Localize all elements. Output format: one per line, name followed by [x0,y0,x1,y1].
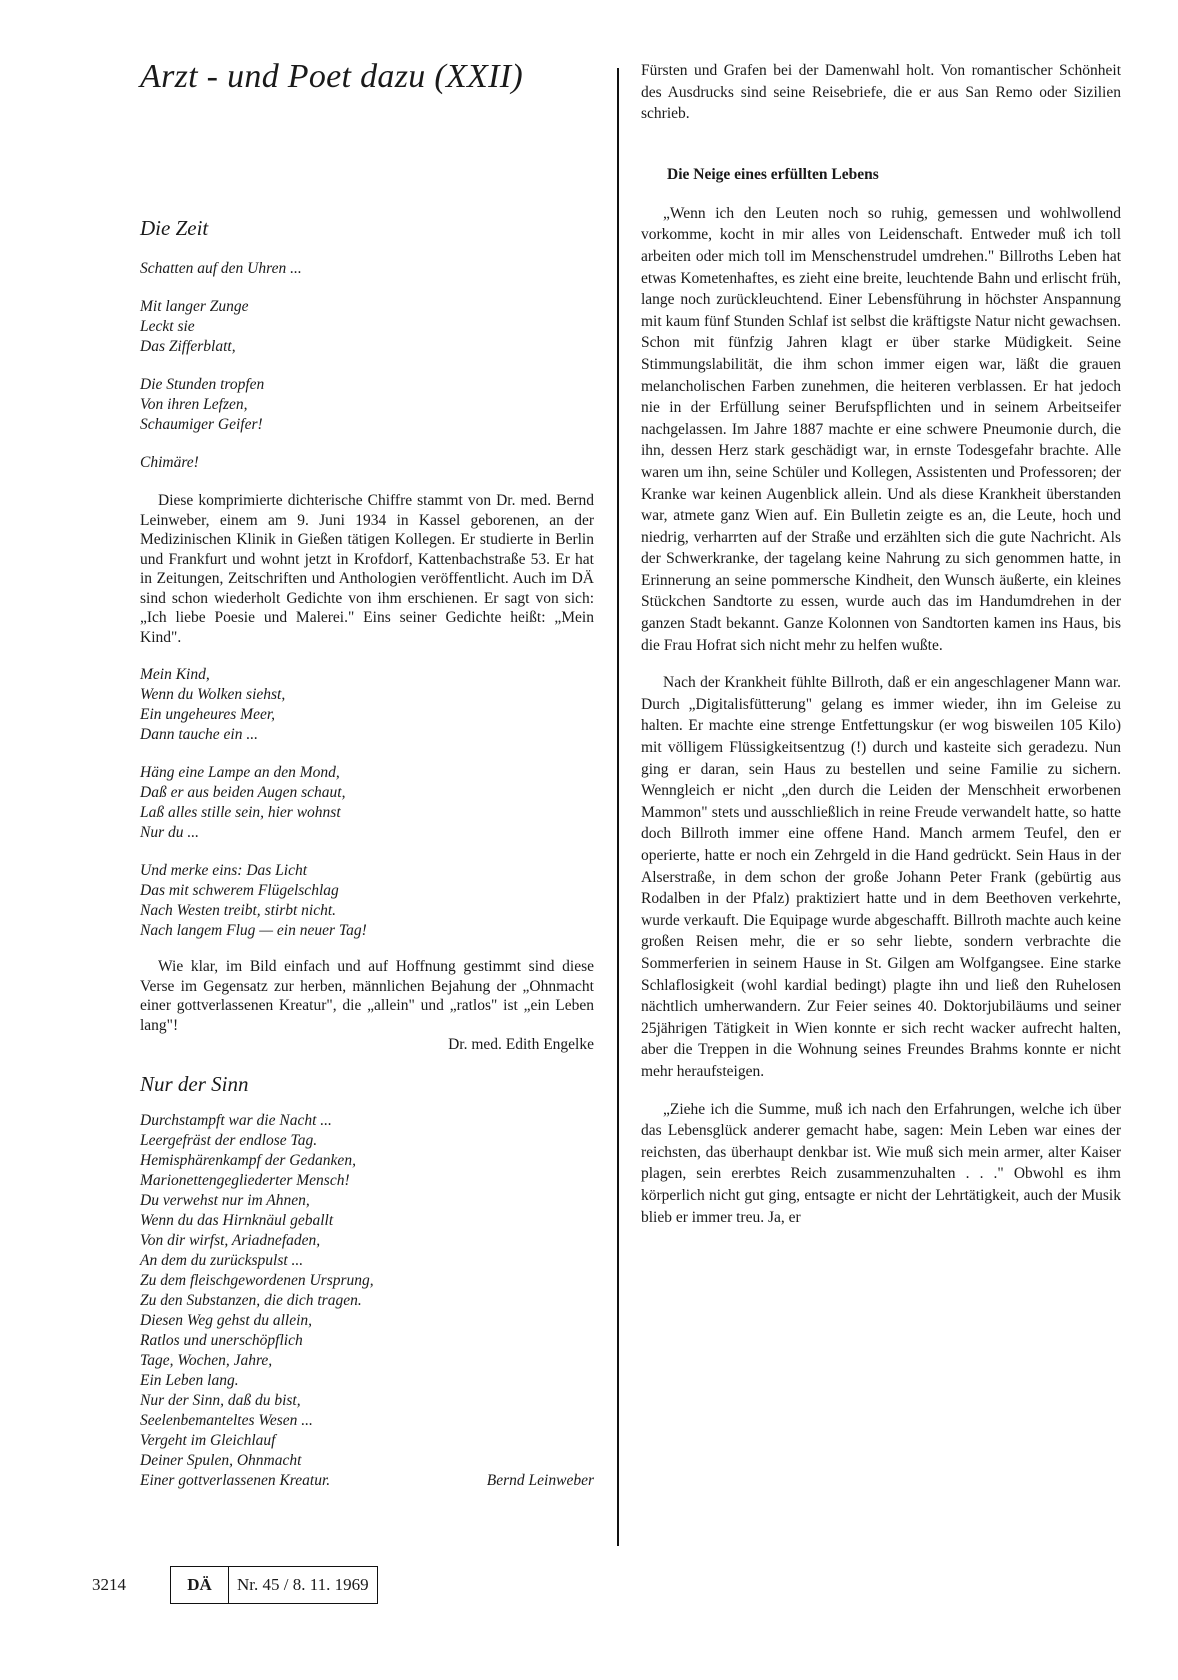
poem-stanza: Chimäre! [140,454,199,471]
body-paragraph: „Wenn ich den Leuten noch so ruhig, gemessen und wohlwollend vorkomme, kocht in mir alles von Leidenschaft. Entweder muß ich toll arbeiten oder mich toll im Menschenstrudel umdrehen." Billroths Leben hat etwas Kometenhaftes, es zieht eine breite, leuchtende Bahn und erlischt früh, lange noch zurückleuchtend. Einer Lebensführung in höchster Anspannung mit kaum fünf Stunden Schlaf ist selbst die kräftigste Natur nicht gewachsen. Schon mit fünfzig Jahren klagt er über starke Müdigkeit. Seine Stimmungslabilität, die ihm schon immer eigen war, läßt die grauen melancholischen Farben zunehmen, die heiteren verblassen. Er hat jedoch nie in der Erfüllung seiner Berufspflichten und in seinem Arbeitseifer nachgelassen. Im Jahre 1887 machte er eine schwere Pneumonie durch, die ihn, dessen Herz stark geschädigt war, in ernste Todesgefahr brachte. Alle waren um ihn, seine Schüler und Kollegen, Assistenten und Professoren; der Kranke war keinen Augenblick allein. Und als diese Krankheit überstanden war, atmete ganz Wien auf. Ein Bulletin zeigte es an, die Leute, hoch und niedrig, verharrten auf der Straße und erzählten sich die gute Nachricht. Als der Schwerkranke, der tagelang keine Nahrung zu sich genommen hatte, in Erinnerung an seine pommersche Kindheit, den Wunsch äußerte, ein kleines Stückchen Sandtorte zu essen, wurde auch das im Handumdrehen in der ganzen Stadt bekannt. Ganze Kolonnen von Sandtorten kamen ins Haus, bis die Frau Hofrat sich nicht mehr zu helfen wußte. [641,204,1121,654]
poem-last-line-row [140,1471,594,1491]
body-paragraph: „Ziehe ich die Summe, muß ich nach den Erfahrungen, welche ich über das Lebensglück anderer gemacht habe, sagen: Mein Leben war eines der reichsten, das überhaupt denkbar ist. Wie muß sich mein armer, alter Kaiser plagen, sein ererbtes Reich zusammenzuhalten . . ." Obwohl es ihm körperlich nicht gut ging, entsagte er nicht der Lehrtätigkeit, auch der Musik blieb er immer treu. Ja, er [641,1100,1121,1226]
poem-last-line: Einer gottverlassenen Kreatur. [140,1472,331,1489]
right-column [641,60,1121,1228]
poem-stanza: Schatten auf den Uhren ... [140,260,302,277]
poem-title-nur-der-sinn: Nur der Sinn [140,1072,249,1096]
poem-stanza: Häng eine Lampe an den Mond, Daß er aus beiden Augen schaut, Laß alles stille sein, hier wohnst Nur du ... [140,764,346,841]
journal-box [170,1566,378,1604]
page-number: 3214 [92,1575,126,1594]
poem-stanza: Die Stunden tropfen Von ihren Lefzen, Schaumiger Geifer! [140,376,265,433]
journal-logo: DÄ [171,1567,229,1603]
comment-paragraph: Wie klar, im Bild einfach und auf Hoffnung gestimmt sind diese Verse im Gegensatz zur herben, männlichen Bejahung der „Ohnmacht einer gottverlassenen Kreatur", die „allein" und „ratlos" ist „ein Leben lang"! [140,958,594,1034]
poem-stanza: Mein Kind, Wenn du Wolken siehst, Ein ungeheures Meer, Dann tauche ein ... [140,666,286,743]
continuation-paragraph: Fürsten und Grafen bei der Damenwahl holt. Von romantischer Schönheit des Ausdrucks sind seine Reisebriefe, die er aus San Remo oder Sizilien schrieb. [641,62,1121,123]
intro-paragraph: Diese komprimierte dichterische Chiffre stammt von Dr. med. Bernd Leinweber, einem am 9. Juni 1934 in Kassel geborenen, an der Medizinischen Klinik in Gießen tätigen Kollegen. Er studierte in Berlin und Frankfurt und wohnt jetzt in Krofdorf, Kattenbachstraße 53. Er hat in Zeitungen, Zeitschriften und Anthologien veröffentlicht. Auch im DÄ sind schon wiederholt Gedichte von ihm erschienen. Er sagt von sich: „Ich liebe Poesie und Malerei." Eins seiner Gedichte heißt: „Mein Kind". [140,492,594,646]
column-divider [617,68,619,1546]
section-heading: Die Neige eines erfüllten Lebens [667,165,879,183]
page-footer [92,1566,378,1604]
poem-title-die-zeit: Die Zeit [140,216,209,240]
left-column [140,215,594,1491]
body-paragraph: Nach der Krankheit fühlte Billroth, daß er ein angeschlagener Mann war. Durch „Digitalisfütterung" gelang es immer wieder, ihn im Geleise zu halten. Er machte eine strenge Entfettungskur (er wog bisweilen 105 Kilo) mit völligem Flüssigkeitsentzug (!) durch und kasteite sich geradezu. Nun ging er daran, sein Haus zu bestellen und seine Familie zu sichern. Wenngleich er nicht „den durch die Leiden der Menschheit erworbenen Mammon" stets und ausschließlich in reine Freude verwandelt hatte, so hatte doch Billroth immer eine offene Hand. Manch armem Teufel, den er operierte, hatte er noch ein Zehrgeld in die Hand gedrückt. Sein Haus in der Alserstraße, in dem schon der große Johann Peter Frank (gebürtig aus Rodalben in der Pfalz) praktiziert hatte und in dem Beethoven verkehrte, wurde verkauft. Die Equipage wurde abgeschafft. Billroth machte auch keine großen Reisen mehr, die er so sehr liebte, sondern verbrachte die Sommerferien in seinem Hause in St. Gilgen am Wolfgangsee. Eine starke Schlaflosigkeit (wohl kardial bedingt) plagte ihn und ließ den Ruhelosen nächtlich umherwandern. Zur Feier seines 40. Doktorjubiläums und seiner 25jährigen Tätigkeit in Wien konnte er sich recht wacker aufrecht halten, aber die Treppen in die Wohnung seines Freundes Brahms konnte er nicht mehr heraufsteigen. [641,674,1121,1080]
issue-number: Nr. 45 / 8. 11. 1969 [237,1575,369,1594]
poem-stanza: Und merke eins: Das Licht Das mit schwerem Flügelschlag Nach Westen treibt, stirbt nicht. Nach langem Flug — ein neuer Tag! [140,862,367,939]
poem-stanza: Mit langer Zunge Leckt sie Das Zifferblatt, [140,298,249,355]
poem-text: Durchstampft war die Nacht ... Leergefräst der endlose Tag. Hemisphärenkampf der Gedanken, Marionettengegliederter Mensch! Du verwehst nur im Ahnen, Wenn du das Hirnknäul geballt Von dir wirfst, Ariadnefaden, An dem du zurückspulst ... Zu dem fleischgewordenen Ursprung, Zu den Substanzen, die dich tragen. Diesen Weg gehst du allein, Ratlos und unerschöpflich Tage, Wochen, Jahre, Ein Leben lang. Nur der Sinn, daß du bist, Seelenbemanteltes Wesen ... Vergeht im Gleichlauf Deiner Spulen, Ohnmacht [140,1112,374,1469]
page-title: Arzt - und Poet dazu (XXII) [140,58,523,95]
poem-author: Bernd Leinweber [486,1472,594,1489]
comment-author: Dr. med. Edith Engelke [448,1036,594,1053]
